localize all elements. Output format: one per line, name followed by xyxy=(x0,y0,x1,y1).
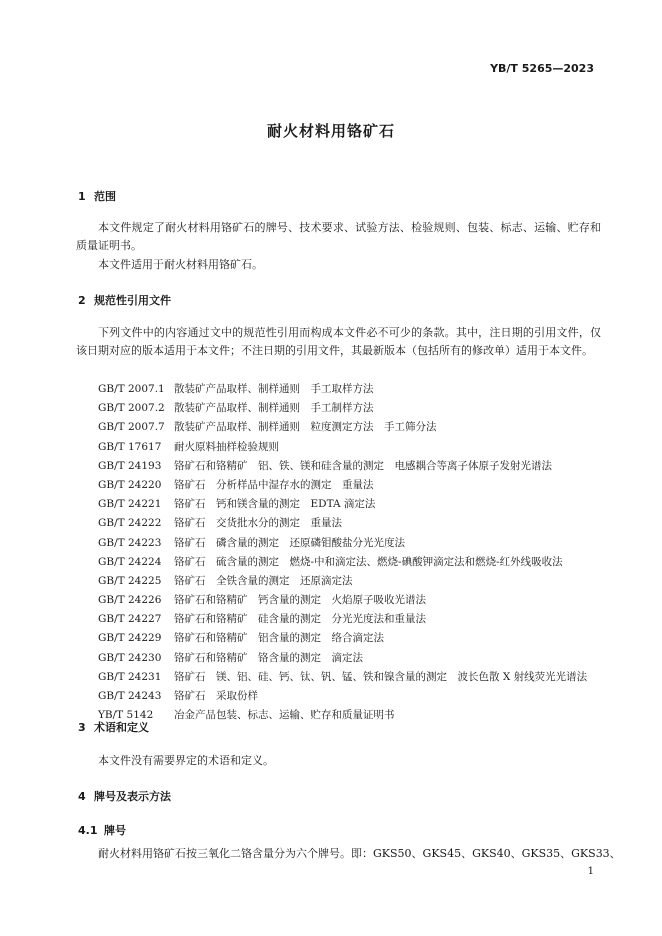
normative-refs-intro: 下列文件中的内容通过文中的规范性引用而构成本文件必不可少的条款。其中，注日期的引用文件，仅该日期对应的版本适用于本文件；不注日期的引用文件，其最新版本（包括所有的修改单）适用于本文件。 xyxy=(76,326,601,357)
reference-code: GB/T 2007.1 xyxy=(98,383,165,395)
reference-item xyxy=(98,457,618,476)
section-number: 1 xyxy=(78,190,86,203)
scope-paragraph-2: 本文件适用于耐火材料用铬矿石。 xyxy=(98,258,263,271)
reference-code: GB/T 24229 xyxy=(98,632,162,645)
reference-code: GB/T 24220 xyxy=(98,478,162,491)
section-number: 4 xyxy=(78,790,86,803)
reference-item xyxy=(98,514,618,533)
reference-code: GB/T 24224 xyxy=(98,555,162,568)
reference-item xyxy=(98,495,618,514)
reference-code: GB/T 24223 xyxy=(98,536,162,549)
subsection-number: 4.1 xyxy=(78,824,98,837)
reference-title: 铬矿石和铬精矿 硅含量的测定 分光光度法和重量法 xyxy=(174,613,426,626)
section-number: 3 xyxy=(78,721,86,734)
section-number: 2 xyxy=(78,294,86,307)
section-heading-terms xyxy=(78,719,149,735)
scope-paragraph-1: 本文件规定了耐火材料用铬矿石的牌号、技术要求、试验方法、检验规则、包装、标志、运输、贮存和质量证明书。 xyxy=(76,221,601,252)
reference-item xyxy=(98,399,618,418)
reference-item xyxy=(98,610,618,629)
section-title: 范围 xyxy=(94,190,116,203)
section-heading-scope xyxy=(78,188,116,204)
reference-title: 铬矿石 钙和镁含量的测定 EDTA 滴定法 xyxy=(174,498,376,511)
reference-title: 铬矿石 分析样品中湿存水的测定 重量法 xyxy=(174,478,374,491)
reference-title: 铬矿石和铬精矿 铝、铁、镁和硅含量的测定 电感耦合等离子体原子发射光谱法 xyxy=(174,459,552,472)
reference-code: GB/T 24193 xyxy=(98,459,162,472)
reference-title: 铬矿石和铬精矿 铝含量的测定 络合滴定法 xyxy=(174,632,384,645)
reference-title: 铬矿石 交货批水分的测定 重量法 xyxy=(174,517,342,530)
reference-item xyxy=(98,572,618,591)
page-number: 1 xyxy=(587,866,594,877)
reference-title: 铬矿石和铬精矿 钙含量的测定 火焰原子吸收光谱法 xyxy=(174,594,426,607)
section-title: 术语和定义 xyxy=(94,721,149,734)
reference-title: 铬矿石和铬精矿 铬含量的测定 滴定法 xyxy=(174,651,363,664)
reference-code: GB/T 17617 xyxy=(98,440,162,453)
reference-item xyxy=(98,418,618,437)
reference-item xyxy=(98,687,618,706)
reference-item xyxy=(98,649,618,668)
reference-title: 铬矿石 全铁含量的测定 还原滴定法 xyxy=(174,574,353,587)
reference-code: GB/T 24230 xyxy=(98,651,162,664)
reference-item xyxy=(98,476,618,495)
section-title: 规范性引用文件 xyxy=(94,294,171,307)
reference-item xyxy=(98,706,618,725)
reference-title: 耐火原料抽样检验规则 xyxy=(174,440,279,453)
reference-title: 冶金产品包装、标志、运输、贮存和质量证明书 xyxy=(174,709,395,722)
reference-item xyxy=(98,591,618,610)
reference-title: 铬矿石 镁、铝、硅、钙、钛、钒、锰、铁和镍含量的测定 波长色散 X 射线荧光光谱法 xyxy=(174,670,588,683)
reference-item xyxy=(98,553,618,572)
reference-code: GB/T 24243 xyxy=(98,690,162,702)
reference-item xyxy=(98,380,618,399)
reference-title: 铬矿石 磷含量的测定 还原磷钼酸盐分光光度法 xyxy=(174,536,405,549)
section-title: 牌号及表示方法 xyxy=(94,790,171,803)
reference-title: 铬矿石 硫含量的测定 燃烧-中和滴定法、燃烧-碘酸钾滴定法和燃烧-红外线吸收法 xyxy=(174,555,563,568)
grades-paragraph: 耐火材料用铬矿石按三氧化二铬含量分为六个牌号。即：GKS50、GKS45、GKS40、GKS35、GKS33、 xyxy=(98,847,621,860)
standard-code: YB/T 5265—2023 xyxy=(490,62,594,75)
reference-code: GB/T 2007.7 xyxy=(98,421,165,434)
section-heading-grades xyxy=(78,788,171,804)
reference-code: GB/T 2007.2 xyxy=(98,402,165,415)
reference-item xyxy=(98,668,618,687)
subsection-heading-grade xyxy=(78,822,126,838)
reference-code: GB/T 24221 xyxy=(98,498,162,511)
reference-list xyxy=(98,380,618,725)
document-title: 耐火材料用铬矿石 xyxy=(266,122,395,140)
reference-code: GB/T 24222 xyxy=(98,517,162,530)
subsection-title: 牌号 xyxy=(104,824,126,837)
reference-title: 散装矿产品取样、制样通则 手工取样方法 xyxy=(174,383,374,395)
reference-code: GB/T 24226 xyxy=(98,594,162,607)
reference-code: GB/T 24231 xyxy=(98,670,162,683)
reference-item xyxy=(98,534,618,553)
reference-item xyxy=(98,438,618,457)
reference-code: GB/T 24225 xyxy=(98,574,162,587)
reference-code: YB/T 5142 xyxy=(98,709,154,722)
reference-code: GB/T 24227 xyxy=(98,613,162,626)
reference-title: 铬矿石 采取份样 xyxy=(174,690,258,702)
reference-item xyxy=(98,629,618,648)
reference-title: 散装矿产品取样、制样通则 手工制样方法 xyxy=(174,402,374,415)
terms-paragraph: 本文件没有需要界定的术语和定义。 xyxy=(98,754,274,767)
reference-title: 散装矿产品取样、制样通则 粒度测定方法 手工筛分法 xyxy=(174,421,437,434)
section-heading-normative-refs xyxy=(78,292,171,308)
